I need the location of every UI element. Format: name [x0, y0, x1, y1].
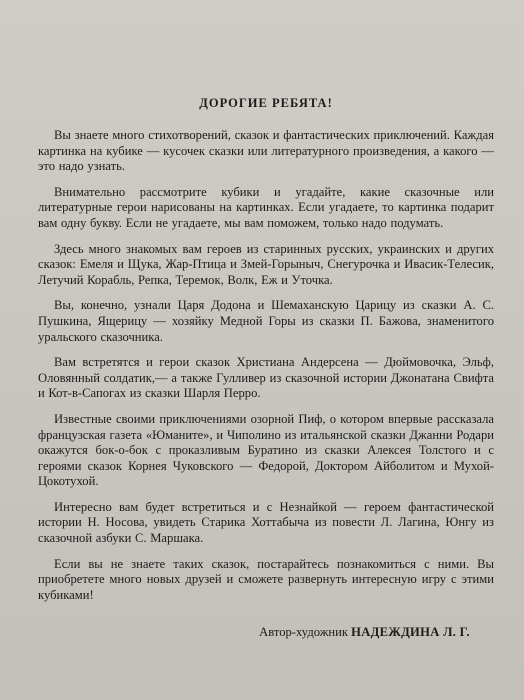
paragraph-6: Известные своими приключениями озорной Пиф, о котором впервые рассказала французская газета «Юманите», и Чиполино из итальянской сказки Джанни Родари окажутся бок-о-бок с проказливым Буратино из сказки Алексея Толстого и с героями сказок Корнея Чуковского — Федорой, Доктором Айболитом и Мухой-Цокотухой.	[38, 411, 494, 489]
paragraph-7: Интересно вам будет встретиться и с Незнайкой — героем фантастической истории Н. Носова, увидеть Старика Хоттабыча из повести Л. Лагина, Юнгу из сказочной азбуки С. Маршака.	[38, 499, 494, 546]
paragraph-4: Вы, конечно, узнали Царя Додона и Шемаханскую Царицу из сказки А. С. Пушкина, Ящерицу — хозяйку Медной Горы из сказки П. Бажова, знаменитого уральского сказочника.	[38, 298, 494, 344]
signature-role: Автор-художник	[259, 625, 349, 640]
paragraph-2: Внимательно рассмотрите кубики и угадайте, какие сказочные или литературные герои нарисованы на картинках. Если угадаете, то картинка подарит вам одну букву. Если не угадаете, мы вам поможем, только надо подумать.	[38, 184, 494, 230]
paragraph-8: Если вы не знаете таких сказок, постарайтесь познакомиться с ними. Вы приобретете много новых друзей и сможете развернуть интересную игру с этими кубиками!	[38, 556, 494, 602]
paragraph-5: Вам встретятся и герои сказок Христиана Андерсена — Дюймовочка, Эльф, Оловянный солдатик,— а также Гулливер из сказочной истории Джонатана Свифта и Кот-в-Сапогах из сказки Шарля Перро.	[38, 355, 494, 401]
signature	[38, 625, 470, 640]
paragraph-1: Вы знаете много стихотворений, сказок и фантастических приключений. Каждая картинка на кубике — кусочек сказки или литературного произведения, а какого — это надо узнать.	[38, 128, 494, 174]
page-title: ДОРОГИЕ РЕБЯТА!	[199, 96, 333, 110]
paragraph-3: Здесь много знакомых вам героев из старинных русских, украинских и других сказок: Емеля и Щука, Жар-Птица и Змей-Горыныч, Снегурочка и Ивасик-Телесик, Летучий Корабль, Репка, Теремок, Волк, Еж и Уточка.	[38, 241, 494, 287]
signature-name: НАДЕЖДИНА Л. Г.	[351, 625, 470, 640]
